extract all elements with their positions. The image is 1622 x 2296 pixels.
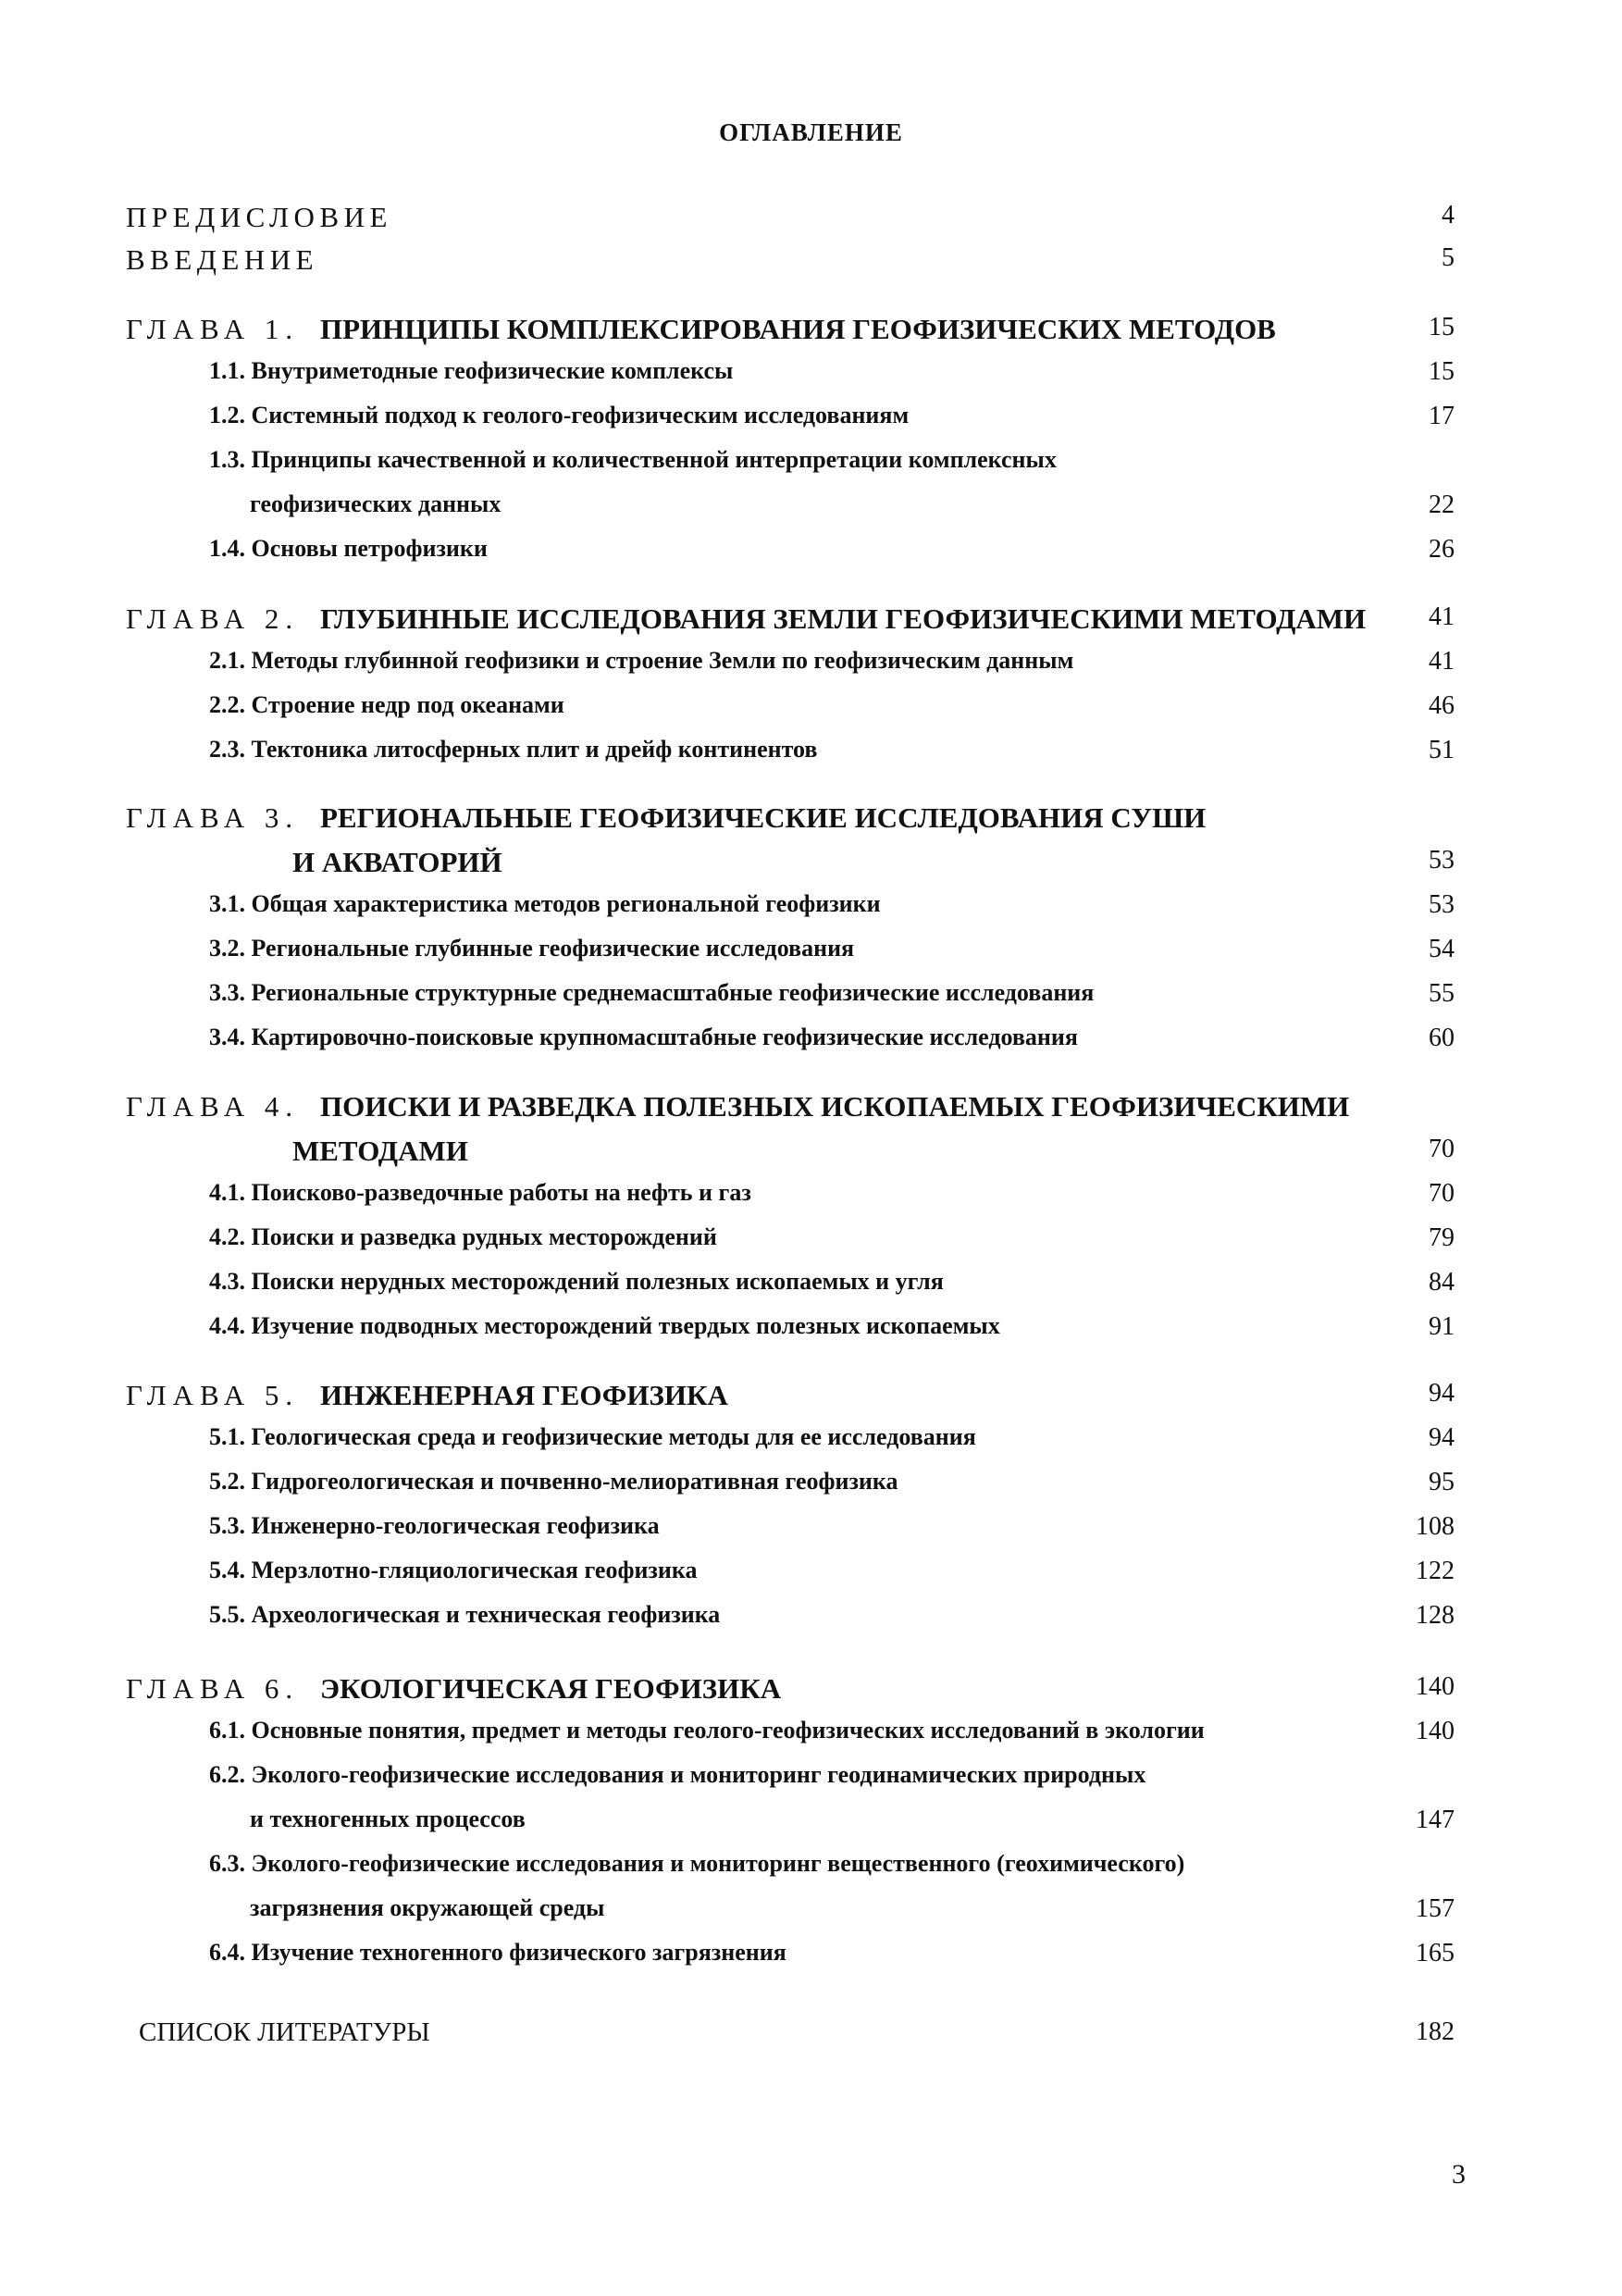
chapter-heading [0,801,1622,846]
section-entry-page: 84 [1429,1268,1455,1297]
section-entry [0,979,1622,1024]
section-entry [0,535,1622,579]
section-entry-page: 26 [1429,535,1455,564]
chapter-page: 15 [1429,313,1455,341]
chapter-title: ИНЖЕНЕРНАЯ ГЕОФИЗИКА [320,1379,728,1411]
chapter-heading [0,1379,1622,1423]
section-entry [0,1179,1622,1223]
chapter-title: ЭКОЛОГИЧЕСКАЯ ГЕОФИЗИКА [320,1672,782,1705]
front-matter-entry [0,243,1622,288]
section-entry [0,1939,1622,1983]
chapter-title-continuation [0,1135,1622,1179]
section-entry-page: 55 [1429,979,1455,1008]
section-entry-page: 79 [1429,1223,1455,1252]
section-entry-text: 4.1. Поисково-разведочные работы на нефть и газ [209,1179,751,1206]
section-entry-continuation-page: 147 [1416,1806,1455,1834]
section-entry [0,736,1622,780]
section-entry [0,1761,1622,1806]
section-entry-text: 5.3. Инженерно-геологическая геофизика [209,1512,660,1539]
section-entry-text: 1.4. Основы петрофизики [209,535,488,562]
chapter-heading [0,313,1622,357]
section-entry [0,1512,1622,1557]
section-entry-text: 5.2. Гидрогеологическая и почвенно-мелиоративная геофизика [209,1468,898,1495]
chapter-number: ГЛАВА 4. [126,1090,300,1123]
chapter-number: ГЛАВА 6. [126,1672,300,1705]
front-matter-entry [0,201,1622,245]
section-entry-page: 46 [1429,691,1455,720]
chapter-title-continuation-text: МЕТОДАМИ [292,1135,468,1167]
section-entry-text: 5.1. Геологическая среда и геофизические методы для ее исследования [209,1423,976,1450]
section-entry [0,1268,1622,1312]
section-entry-text: 2.2. Строение недр под океанами [209,691,564,718]
section-entry-continuation-text: геофизических данных [250,490,501,517]
section-entry [0,1223,1622,1268]
front-matter-entry-page: 4 [1442,201,1455,230]
section-entry-continuation-page: 22 [1429,490,1455,519]
front-matter-entry-page: 5 [1442,243,1455,272]
section-entry-page: 122 [1416,1557,1455,1585]
section-entry [0,1717,1622,1761]
bibliography-entry-text: СПИСОК ЛИТЕРАТУРЫ [139,2017,430,2047]
chapter-title-continuation-page: 70 [1429,1135,1455,1163]
section-entry-page: 95 [1429,1468,1455,1496]
section-entry-page: 60 [1429,1024,1455,1052]
section-entry [0,935,1622,979]
chapter-number: ГЛАВА 3. [126,801,300,834]
section-entry-page: 54 [1429,935,1455,963]
chapter-title: ПРИНЦИПЫ КОМПЛЕКСИРОВАНИЯ ГЕОФИЗИЧЕСКИХ МЕТОДОВ [320,313,1276,345]
section-entry [0,1312,1622,1357]
bibliography-entry [0,2017,1622,2062]
section-entry [0,1423,1622,1468]
section-entry [0,402,1622,446]
bibliography-entry-page: 182 [1416,2017,1455,2046]
page-title: ОГЛАВЛЕНИЕ [719,118,903,146]
section-entry-page: 17 [1429,402,1455,430]
section-entry [0,1468,1622,1512]
chapter-title-continuation-page: 53 [1429,846,1455,875]
section-entry [0,446,1622,490]
section-entry-text: 4.4. Изучение подводных месторождений твердых полезных ископаемых [209,1312,1000,1339]
section-entry-page: 91 [1429,1312,1455,1341]
chapter-title: ПОИСКИ И РАЗВЕДКА ПОЛЕЗНЫХ ИСКОПАЕМЫХ ГЕОФИЗИЧЕСКИМИ [320,1090,1350,1123]
section-entry-continuation [0,1894,1622,1939]
section-entry-continuation [0,490,1622,535]
section-entry-text: 3.3. Региональные структурные среднемасштабные геофизические исследования [209,979,1095,1006]
section-entry-text: 3.4. Картировочно-поисковые крупномасштабные геофизические исследования [209,1024,1078,1050]
section-entry-continuation-text: загрязнения окружающей среды [250,1894,605,1921]
chapter-heading [0,1672,1622,1717]
section-entry [0,357,1622,402]
chapter-page: 94 [1429,1379,1455,1408]
section-entry-page: 51 [1429,736,1455,764]
section-entry-continuation-text: и техногенных процессов [250,1806,526,1832]
section-entry [0,691,1622,736]
section-entry-text: 3.1. Общая характеристика методов региональной геофизики [209,890,881,917]
section-entry-text: 4.3. Поиски нерудных месторождений полезных ископаемых и угля [209,1268,944,1295]
chapter-title-continuation [0,846,1622,890]
section-entry-text: 6.2. Эколого-геофизические исследования и мониторинг геодинамических природных [209,1761,1146,1788]
section-entry [0,1601,1622,1645]
section-entry-continuation-page: 157 [1416,1894,1455,1923]
section-entry-page: 165 [1416,1939,1455,1967]
section-entry [0,647,1622,691]
section-entry-text: 1.3. Принципы качественной и количественной интерпретации комплексных [209,446,1057,473]
section-entry [0,1850,1622,1894]
page-number: 3 [1452,2159,1466,2190]
section-entry-page: 128 [1416,1601,1455,1630]
section-entry-text: 6.4. Изучение техногенного физического загрязнения [209,1939,786,1966]
chapter-page: 140 [1416,1672,1455,1701]
chapter-number: ГЛАВА 2. [126,602,300,635]
section-entry-page: 140 [1416,1717,1455,1745]
section-entry [0,1557,1622,1601]
chapter-heading [0,1090,1622,1135]
section-entry-text: 1.1. Внутриметодные геофизические комплексы [209,357,734,384]
chapter-number: ГЛАВА 5. [126,1379,300,1411]
chapter-title-continuation-text: И АКВАТОРИЙ [292,846,502,878]
section-entry-page: 70 [1429,1179,1455,1208]
section-entry [0,890,1622,935]
front-matter-entry-text: ВВЕДЕНИЕ [126,243,319,276]
section-entry-text: 2.3. Тектоника литосферных плит и дрейф континентов [209,736,818,763]
section-entry-text: 1.2. Системный подход к геолого-геофизическим исследованиям [209,402,910,428]
chapter-heading [0,602,1622,647]
section-entry-text: 6.3. Эколого-геофизические исследования и мониторинг вещественного (геохимического) [209,1850,1185,1877]
section-entry-continuation [0,1806,1622,1850]
section-entry-text: 5.4. Мерзлотно-гляциологическая геофизика [209,1557,698,1583]
section-entry-text: 2.1. Методы глубинной геофизики и строение Земли по геофизическим данным [209,647,1074,674]
front-matter-entry-text: ПРЕДИСЛОВИЕ [126,201,392,233]
chapter-title: РЕГИОНАЛЬНЫЕ ГЕОФИЗИЧЕСКИЕ ИССЛЕДОВАНИЯ СУШИ [320,801,1207,834]
section-entry-text: 5.5. Археологическая и техническая геофизика [209,1601,721,1628]
section-entry-page: 53 [1429,890,1455,919]
chapter-number: ГЛАВА 1. [126,313,300,345]
section-entry-page: 94 [1429,1423,1455,1452]
section-entry-page: 41 [1429,647,1455,676]
section-entry-text: 3.2. Региональные глубинные геофизические исследования [209,935,855,962]
section-entry [0,1024,1622,1068]
section-entry-page: 108 [1416,1512,1455,1541]
chapter-page: 41 [1429,602,1455,631]
section-entry-text: 4.2. Поиски и разведка рудных месторождений [209,1223,717,1250]
section-entry-page: 15 [1429,357,1455,386]
chapter-title: ГЛУБИННЫЕ ИССЛЕДОВАНИЯ ЗЕМЛИ ГЕОФИЗИЧЕСКИМИ МЕТОДАМИ [320,602,1367,635]
section-entry-text: 6.1. Основные понятия, предмет и методы геолого-геофизических исследований в экологии [209,1717,1205,1744]
